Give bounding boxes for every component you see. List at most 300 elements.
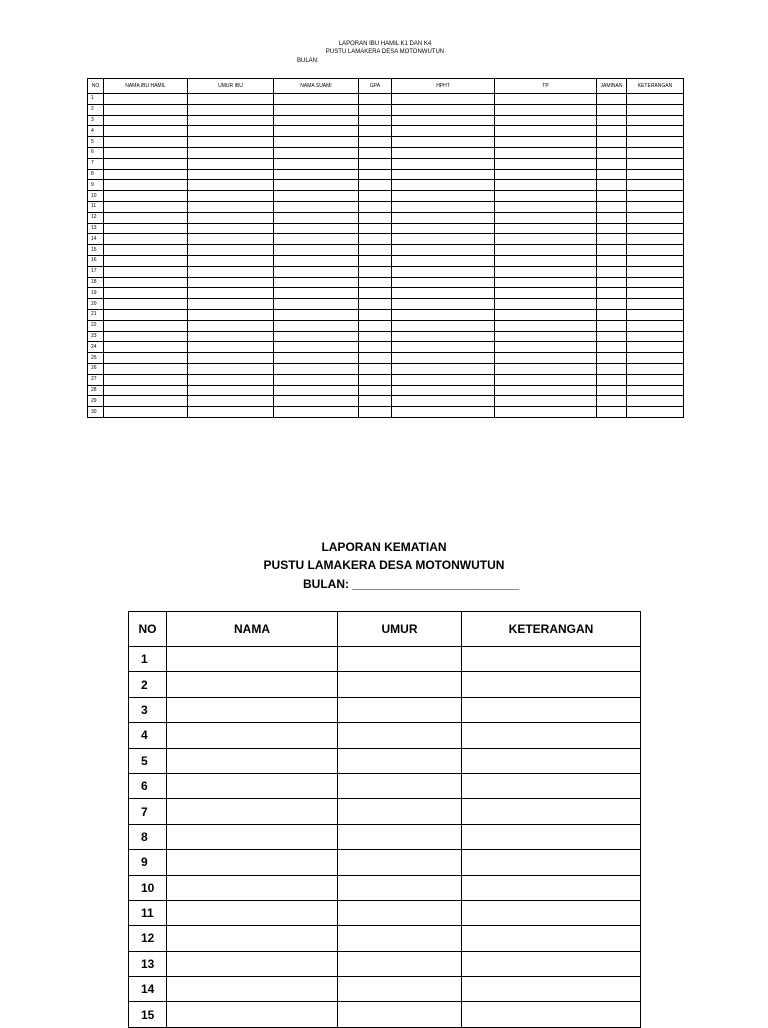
empty-cell[interactable] <box>495 245 597 256</box>
empty-cell[interactable] <box>627 353 684 364</box>
empty-cell[interactable] <box>359 288 392 299</box>
table-row <box>88 201 684 212</box>
empty-cell[interactable] <box>274 309 359 320</box>
empty-cell[interactable] <box>188 115 274 126</box>
empty-cell[interactable] <box>188 201 274 212</box>
empty-cell[interactable] <box>359 353 392 364</box>
empty-cell[interactable] <box>359 374 392 385</box>
empty-cell[interactable] <box>627 266 684 277</box>
empty-cell[interactable] <box>627 212 684 223</box>
empty-cell[interactable] <box>462 875 641 900</box>
empty-cell[interactable] <box>627 158 684 169</box>
empty-cell[interactable] <box>627 180 684 191</box>
empty-cell[interactable] <box>597 158 627 169</box>
empty-cell[interactable] <box>188 374 274 385</box>
empty-cell[interactable] <box>104 212 188 223</box>
empty-cell[interactable] <box>392 158 495 169</box>
empty-cell[interactable] <box>359 407 392 418</box>
empty-cell[interactable] <box>359 212 392 223</box>
empty-cell[interactable] <box>188 137 274 148</box>
empty-cell[interactable] <box>359 126 392 137</box>
empty-cell[interactable] <box>597 277 627 288</box>
row-number: 13 <box>129 951 167 976</box>
empty-cell[interactable] <box>338 697 462 722</box>
empty-cell[interactable] <box>597 115 627 126</box>
empty-cell[interactable] <box>392 126 495 137</box>
empty-cell[interactable] <box>495 309 597 320</box>
empty-cell[interactable] <box>627 104 684 115</box>
empty-cell[interactable] <box>627 169 684 180</box>
empty-cell[interactable] <box>597 126 627 137</box>
empty-cell[interactable] <box>167 824 338 849</box>
empty-cell[interactable] <box>392 363 495 374</box>
empty-cell[interactable] <box>274 137 359 148</box>
row-number: 24 <box>88 342 104 353</box>
empty-cell[interactable] <box>495 266 597 277</box>
empty-cell[interactable] <box>104 385 188 396</box>
empty-cell[interactable] <box>627 407 684 418</box>
empty-cell[interactable] <box>188 363 274 374</box>
empty-cell[interactable] <box>359 309 392 320</box>
empty-cell[interactable] <box>104 353 188 364</box>
empty-cell[interactable] <box>274 353 359 364</box>
empty-cell[interactable] <box>392 288 495 299</box>
empty-cell[interactable] <box>627 126 684 137</box>
row-number: 2 <box>129 672 167 697</box>
empty-cell[interactable] <box>392 94 495 105</box>
row-number: 15 <box>129 1002 167 1027</box>
row-number: 6 <box>88 147 104 158</box>
empty-cell[interactable] <box>597 385 627 396</box>
empty-cell[interactable] <box>104 266 188 277</box>
empty-cell[interactable] <box>274 407 359 418</box>
empty-cell[interactable] <box>495 342 597 353</box>
empty-cell[interactable] <box>597 255 627 266</box>
empty-cell[interactable] <box>167 951 338 976</box>
empty-cell[interactable] <box>392 353 495 364</box>
empty-cell[interactable] <box>495 126 597 137</box>
empty-cell[interactable] <box>392 137 495 148</box>
empty-cell[interactable] <box>188 147 274 158</box>
empty-cell[interactable] <box>274 396 359 407</box>
empty-cell[interactable] <box>188 385 274 396</box>
empty-cell[interactable] <box>338 875 462 900</box>
empty-cell[interactable] <box>104 126 188 137</box>
empty-cell[interactable] <box>188 212 274 223</box>
empty-cell[interactable] <box>392 115 495 126</box>
empty-cell[interactable] <box>338 850 462 875</box>
empty-cell[interactable] <box>274 255 359 266</box>
empty-cell[interactable] <box>597 234 627 245</box>
empty-cell[interactable] <box>495 147 597 158</box>
empty-cell[interactable] <box>104 309 188 320</box>
empty-cell[interactable] <box>392 309 495 320</box>
empty-cell[interactable] <box>274 342 359 353</box>
empty-cell[interactable] <box>359 201 392 212</box>
empty-cell[interactable] <box>359 396 392 407</box>
empty-cell[interactable] <box>627 94 684 105</box>
empty-cell[interactable] <box>188 331 274 342</box>
empty-cell[interactable] <box>104 169 188 180</box>
empty-cell[interactable] <box>167 697 338 722</box>
empty-cell[interactable] <box>627 234 684 245</box>
empty-cell[interactable] <box>274 374 359 385</box>
empty-cell[interactable] <box>338 748 462 773</box>
empty-cell[interactable] <box>462 951 641 976</box>
empty-cell[interactable] <box>167 926 338 951</box>
hamil-header-cell: JAMINAN <box>597 79 627 94</box>
empty-cell[interactable] <box>462 723 641 748</box>
empty-cell[interactable] <box>495 115 597 126</box>
empty-cell[interactable] <box>392 201 495 212</box>
empty-cell[interactable] <box>495 363 597 374</box>
empty-cell[interactable] <box>104 277 188 288</box>
empty-cell[interactable] <box>392 407 495 418</box>
empty-cell[interactable] <box>495 277 597 288</box>
empty-cell[interactable] <box>359 385 392 396</box>
empty-cell[interactable] <box>597 212 627 223</box>
empty-cell[interactable] <box>627 320 684 331</box>
empty-cell[interactable] <box>359 342 392 353</box>
empty-cell[interactable] <box>104 104 188 115</box>
empty-cell[interactable] <box>597 94 627 105</box>
empty-cell[interactable] <box>392 245 495 256</box>
empty-cell[interactable] <box>274 331 359 342</box>
empty-cell[interactable] <box>188 223 274 234</box>
empty-cell[interactable] <box>104 158 188 169</box>
empty-cell[interactable] <box>104 201 188 212</box>
empty-cell[interactable] <box>597 104 627 115</box>
empty-cell[interactable] <box>597 407 627 418</box>
empty-cell[interactable] <box>627 309 684 320</box>
empty-cell[interactable] <box>392 255 495 266</box>
empty-cell[interactable] <box>392 385 495 396</box>
empty-cell[interactable] <box>462 824 641 849</box>
empty-cell[interactable] <box>462 748 641 773</box>
empty-cell[interactable] <box>495 255 597 266</box>
empty-cell[interactable] <box>359 158 392 169</box>
empty-cell[interactable] <box>104 180 188 191</box>
empty-cell[interactable] <box>274 104 359 115</box>
empty-cell[interactable] <box>188 104 274 115</box>
empty-cell[interactable] <box>104 342 188 353</box>
empty-cell[interactable] <box>104 115 188 126</box>
empty-cell[interactable] <box>188 407 274 418</box>
empty-cell[interactable] <box>495 104 597 115</box>
empty-cell[interactable] <box>338 824 462 849</box>
empty-cell[interactable] <box>188 245 274 256</box>
empty-cell[interactable] <box>392 320 495 331</box>
empty-cell[interactable] <box>392 104 495 115</box>
empty-cell[interactable] <box>188 353 274 364</box>
empty-cell[interactable] <box>104 320 188 331</box>
empty-cell[interactable] <box>188 342 274 353</box>
empty-cell[interactable] <box>392 342 495 353</box>
empty-cell[interactable] <box>274 320 359 331</box>
empty-cell[interactable] <box>274 223 359 234</box>
row-number: 26 <box>88 363 104 374</box>
empty-cell[interactable] <box>359 299 392 310</box>
empty-cell[interactable] <box>597 342 627 353</box>
empty-cell[interactable] <box>104 299 188 310</box>
empty-cell[interactable] <box>188 191 274 202</box>
empty-cell[interactable] <box>359 191 392 202</box>
empty-cell[interactable] <box>188 299 274 310</box>
empty-cell[interactable] <box>627 277 684 288</box>
empty-cell[interactable] <box>392 396 495 407</box>
empty-cell[interactable] <box>359 115 392 126</box>
empty-cell[interactable] <box>104 234 188 245</box>
empty-cell[interactable] <box>597 396 627 407</box>
empty-cell[interactable] <box>392 191 495 202</box>
empty-cell[interactable] <box>627 385 684 396</box>
empty-cell[interactable] <box>392 180 495 191</box>
empty-cell[interactable] <box>495 396 597 407</box>
empty-cell[interactable] <box>462 697 641 722</box>
empty-cell[interactable] <box>359 320 392 331</box>
empty-cell[interactable] <box>462 977 641 1002</box>
empty-cell[interactable] <box>104 374 188 385</box>
empty-cell[interactable] <box>188 396 274 407</box>
empty-cell[interactable] <box>627 137 684 148</box>
empty-cell[interactable] <box>167 748 338 773</box>
empty-cell[interactable] <box>392 234 495 245</box>
table-row <box>88 147 684 158</box>
empty-cell[interactable] <box>392 331 495 342</box>
empty-cell[interactable] <box>274 94 359 105</box>
empty-cell[interactable] <box>495 374 597 385</box>
empty-cell[interactable] <box>188 234 274 245</box>
empty-cell[interactable] <box>627 374 684 385</box>
empty-cell[interactable] <box>495 191 597 202</box>
empty-cell[interactable] <box>597 201 627 212</box>
empty-cell[interactable] <box>495 169 597 180</box>
empty-cell[interactable] <box>274 115 359 126</box>
empty-cell[interactable] <box>188 180 274 191</box>
empty-cell[interactable] <box>462 773 641 798</box>
empty-cell[interactable] <box>597 288 627 299</box>
empty-cell[interactable] <box>495 299 597 310</box>
empty-cell[interactable] <box>495 385 597 396</box>
empty-cell[interactable] <box>495 223 597 234</box>
empty-cell[interactable] <box>597 223 627 234</box>
empty-cell[interactable] <box>338 799 462 824</box>
empty-cell[interactable] <box>104 245 188 256</box>
empty-cell[interactable] <box>274 201 359 212</box>
empty-cell[interactable] <box>462 926 641 951</box>
empty-cell[interactable] <box>167 850 338 875</box>
empty-cell[interactable] <box>338 773 462 798</box>
empty-cell[interactable] <box>495 94 597 105</box>
empty-cell[interactable] <box>392 212 495 223</box>
empty-cell[interactable] <box>274 277 359 288</box>
empty-cell[interactable] <box>495 137 597 148</box>
empty-cell[interactable] <box>597 374 627 385</box>
empty-cell[interactable] <box>627 147 684 158</box>
empty-cell[interactable] <box>392 169 495 180</box>
empty-cell[interactable] <box>104 396 188 407</box>
empty-cell[interactable] <box>359 277 392 288</box>
empty-cell[interactable] <box>627 115 684 126</box>
empty-cell[interactable] <box>392 277 495 288</box>
empty-cell[interactable] <box>597 353 627 364</box>
empty-cell[interactable] <box>359 169 392 180</box>
hamil-table <box>87 78 684 418</box>
empty-cell[interactable] <box>495 320 597 331</box>
empty-cell[interactable] <box>167 773 338 798</box>
empty-cell[interactable] <box>359 234 392 245</box>
empty-cell[interactable] <box>495 158 597 169</box>
empty-cell[interactable] <box>495 407 597 418</box>
empty-cell[interactable] <box>359 266 392 277</box>
hamil-header-cell: TP <box>495 79 597 94</box>
empty-cell[interactable] <box>495 234 597 245</box>
empty-cell[interactable] <box>188 255 274 266</box>
empty-cell[interactable] <box>274 245 359 256</box>
empty-cell[interactable] <box>359 104 392 115</box>
empty-cell[interactable] <box>597 191 627 202</box>
empty-cell[interactable] <box>188 169 274 180</box>
empty-cell[interactable] <box>597 266 627 277</box>
empty-cell[interactable] <box>597 245 627 256</box>
empty-cell[interactable] <box>359 223 392 234</box>
empty-cell[interactable] <box>359 147 392 158</box>
empty-cell[interactable] <box>627 223 684 234</box>
empty-cell[interactable] <box>597 320 627 331</box>
table-row <box>129 697 641 722</box>
empty-cell[interactable] <box>462 799 641 824</box>
kematian-header-cell: KETERANGAN <box>462 612 641 647</box>
empty-cell[interactable] <box>338 647 462 672</box>
empty-cell[interactable] <box>359 363 392 374</box>
empty-cell[interactable] <box>495 331 597 342</box>
empty-cell[interactable] <box>338 900 462 925</box>
empty-cell[interactable] <box>627 191 684 202</box>
empty-cell[interactable] <box>104 331 188 342</box>
empty-cell[interactable] <box>597 147 627 158</box>
empty-cell[interactable] <box>627 201 684 212</box>
empty-cell[interactable] <box>104 94 188 105</box>
empty-cell[interactable] <box>104 137 188 148</box>
empty-cell[interactable] <box>274 385 359 396</box>
empty-cell[interactable] <box>627 288 684 299</box>
empty-cell[interactable] <box>495 353 597 364</box>
empty-cell[interactable] <box>597 331 627 342</box>
empty-cell[interactable] <box>338 723 462 748</box>
empty-cell[interactable] <box>359 255 392 266</box>
empty-cell[interactable] <box>104 191 188 202</box>
empty-cell[interactable] <box>188 320 274 331</box>
empty-cell[interactable] <box>274 288 359 299</box>
empty-cell[interactable] <box>495 201 597 212</box>
empty-cell[interactable] <box>274 266 359 277</box>
empty-cell[interactable] <box>274 363 359 374</box>
empty-cell[interactable] <box>167 875 338 900</box>
empty-cell[interactable] <box>338 977 462 1002</box>
empty-cell[interactable] <box>462 647 641 672</box>
empty-cell[interactable] <box>495 212 597 223</box>
empty-cell[interactable] <box>359 137 392 148</box>
empty-cell[interactable] <box>495 288 597 299</box>
kematian-title: LAPORAN KEMATIAN <box>321 540 447 554</box>
empty-cell[interactable] <box>338 951 462 976</box>
empty-cell[interactable] <box>104 407 188 418</box>
empty-cell[interactable] <box>597 363 627 374</box>
row-number: 20 <box>88 299 104 310</box>
empty-cell[interactable] <box>167 672 338 697</box>
empty-cell[interactable] <box>359 245 392 256</box>
empty-cell[interactable] <box>627 299 684 310</box>
empty-cell[interactable] <box>392 299 495 310</box>
empty-cell[interactable] <box>104 255 188 266</box>
empty-cell[interactable] <box>392 223 495 234</box>
empty-cell[interactable] <box>188 266 274 277</box>
empty-cell[interactable] <box>338 672 462 697</box>
empty-cell[interactable] <box>188 158 274 169</box>
empty-cell[interactable] <box>597 137 627 148</box>
empty-cell[interactable] <box>392 147 495 158</box>
empty-cell[interactable] <box>167 647 338 672</box>
empty-cell[interactable] <box>274 299 359 310</box>
empty-cell[interactable] <box>188 309 274 320</box>
empty-cell[interactable] <box>495 180 597 191</box>
empty-cell[interactable] <box>104 363 188 374</box>
empty-cell[interactable] <box>462 850 641 875</box>
empty-cell[interactable] <box>188 126 274 137</box>
empty-cell[interactable] <box>597 299 627 310</box>
empty-cell[interactable] <box>274 234 359 245</box>
empty-cell[interactable] <box>188 288 274 299</box>
empty-cell[interactable] <box>274 126 359 137</box>
empty-cell[interactable] <box>597 180 627 191</box>
empty-cell[interactable] <box>188 277 274 288</box>
empty-cell[interactable] <box>359 180 392 191</box>
empty-cell[interactable] <box>274 212 359 223</box>
empty-cell[interactable] <box>359 94 392 105</box>
empty-cell[interactable] <box>167 977 338 1002</box>
empty-cell[interactable] <box>359 331 392 342</box>
empty-cell[interactable] <box>462 900 641 925</box>
empty-cell[interactable] <box>392 374 495 385</box>
empty-cell[interactable] <box>167 900 338 925</box>
empty-cell[interactable] <box>274 147 359 158</box>
empty-cell[interactable] <box>627 255 684 266</box>
table-row <box>88 299 684 310</box>
table-row <box>88 94 684 105</box>
empty-cell[interactable] <box>338 926 462 951</box>
empty-cell[interactable] <box>597 309 627 320</box>
empty-cell[interactable] <box>167 799 338 824</box>
empty-cell[interactable] <box>104 288 188 299</box>
empty-cell[interactable] <box>627 245 684 256</box>
empty-cell[interactable] <box>274 169 359 180</box>
empty-cell[interactable] <box>274 191 359 202</box>
empty-cell[interactable] <box>627 331 684 342</box>
empty-cell[interactable] <box>274 158 359 169</box>
empty-cell[interactable] <box>104 147 188 158</box>
empty-cell[interactable] <box>274 180 359 191</box>
empty-cell[interactable] <box>627 363 684 374</box>
empty-cell[interactable] <box>104 223 188 234</box>
empty-cell[interactable] <box>597 169 627 180</box>
empty-cell[interactable] <box>627 342 684 353</box>
empty-cell[interactable] <box>392 266 495 277</box>
empty-cell[interactable] <box>462 672 641 697</box>
empty-cell[interactable] <box>167 723 338 748</box>
row-number: 18 <box>88 277 104 288</box>
empty-cell[interactable] <box>627 396 684 407</box>
empty-cell[interactable] <box>188 94 274 105</box>
